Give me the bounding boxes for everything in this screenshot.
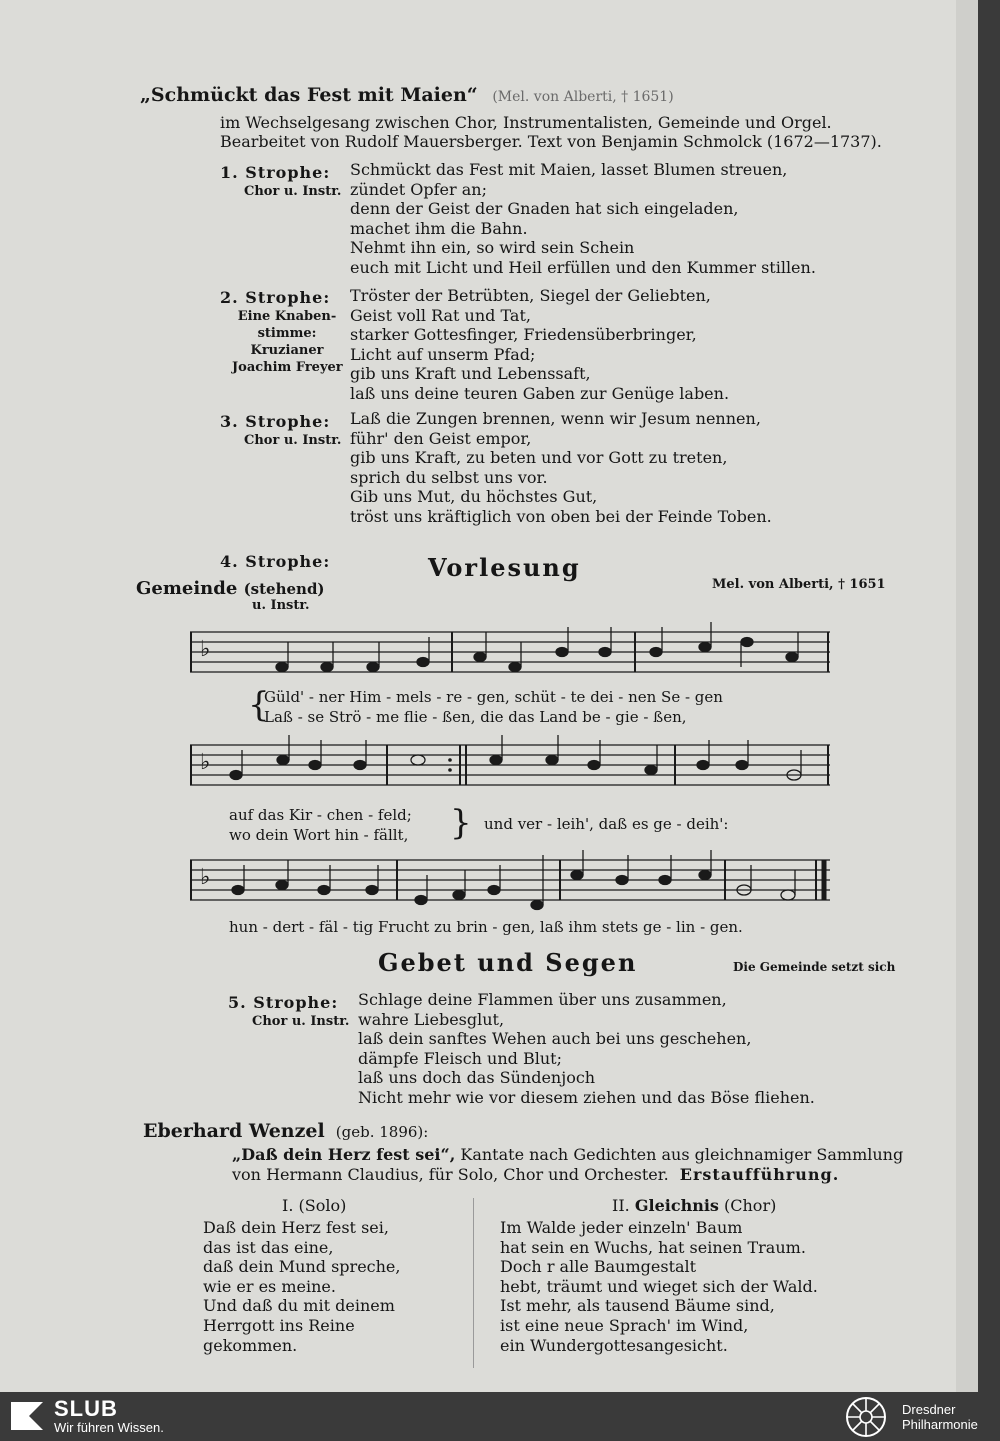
composer-born: (geb. 1896): xyxy=(335,1123,429,1141)
strophe-4-label: 4. Strophe: xyxy=(220,552,331,571)
music-staff-2 xyxy=(190,735,830,795)
strophe-5-text xyxy=(358,990,815,1108)
strophe-2-performer xyxy=(232,308,342,376)
verse-line: hebt, träumt und wieget sich der Wald. xyxy=(500,1276,818,1296)
chor-title-number: II. xyxy=(612,1196,630,1215)
music-staff-3 xyxy=(190,850,830,916)
gemeinde-note: Die Gemeinde setzt sich xyxy=(733,960,896,974)
concert-piece-title xyxy=(140,84,674,106)
music-staff-1 xyxy=(190,622,830,682)
philharmonie-logo-icon xyxy=(842,1395,890,1439)
verse-line: Nehmt ihn ein, so wird sein Schein xyxy=(350,238,635,258)
philharmonie-brand[interactable] xyxy=(902,1402,978,1432)
header-line-2: Bearbeitet von Rudolf Mauersberger. Text von Benjamin Schmolck (1672—1737). xyxy=(220,132,882,151)
strophe-2-text xyxy=(350,286,729,404)
verse-line: Laß die Zungen brennen, wenn wir Jesum nennen, xyxy=(350,409,761,428)
slub-slogan: Wir führen Wissen. xyxy=(54,1420,164,1435)
slub-brand[interactable]: SLUB xyxy=(54,1396,118,1421)
stehend-text: (stehend) xyxy=(243,580,325,598)
lyrics-row-2a: auf das Kir - chen - feld; xyxy=(229,806,412,824)
vorlesung-heading: Vorlesung xyxy=(428,553,581,582)
svg-text:♭: ♭ xyxy=(200,865,211,890)
performer-line: Kruzianer xyxy=(250,343,324,358)
verse-line: Geist voll Rat und Tat, xyxy=(350,305,531,325)
brace-icon: } xyxy=(450,803,472,843)
instr-label: u. Instr. xyxy=(252,598,310,613)
cantata-line-1 xyxy=(232,1145,903,1165)
verse-line: Im Walde jeder einzeln' Baum xyxy=(500,1218,743,1237)
lyrics-row-3: hun - dert - fäl - tig Frucht zu brin - gen, laß ihm stets ge - lin - gen. xyxy=(229,918,743,936)
verse-line: Ist mehr, als tausend Bäume sind, xyxy=(500,1296,775,1316)
composer-heading xyxy=(143,1120,428,1142)
lyrics-row-2b: wo dein Wort hin - fällt, xyxy=(229,826,409,844)
gemeinde-text: Gemeinde xyxy=(136,578,238,599)
strophe-1-performer: Chor u. Instr. xyxy=(244,184,342,199)
verse-line: gekommen. xyxy=(203,1335,298,1355)
lyrics-row-1a: Güld' - ner Him - mels - re - gen, schüt - te dei - nen Se - gen xyxy=(264,688,723,706)
verse-line: gib uns Kraft und Lebenssaft, xyxy=(350,364,591,384)
verse-line: Gib uns Mut, du höchstes Gut, xyxy=(350,487,598,507)
partner-line-2: Philharmonie xyxy=(902,1417,978,1432)
header-line-1: im Wechselgesang zwischen Chor, Instrumentalisten, Gemeinde und Orgel. xyxy=(220,113,832,132)
cantata-desc-2: von Hermann Claudius, für Solo, Chor und Orchester. xyxy=(232,1165,669,1184)
composer-name: Eberhard Wenzel xyxy=(143,1120,325,1142)
strophe-3-label: 3. Strophe: xyxy=(220,412,331,431)
cantata-title: „Daß dein Herz fest sei“, xyxy=(232,1145,456,1164)
footer-bar xyxy=(0,1392,1000,1441)
solo-title: I. (Solo) xyxy=(282,1196,347,1215)
performer-line: Eine Knaben- xyxy=(237,309,337,324)
verse-line: tröst uns kräftiglich von oben bei der Feinde Toben. xyxy=(350,506,772,526)
lyrics-row-2c: und ver - leih', daß es ge - deih': xyxy=(484,815,729,833)
cantata-line-2 xyxy=(232,1165,839,1185)
cantata-desc-1: Kantate nach Gedichten aus gleichnamiger Sammlung xyxy=(460,1145,904,1164)
verse-line: daß dein Mund spreche, xyxy=(203,1257,401,1277)
premiere-label: Erstaufführung. xyxy=(679,1165,840,1184)
strophe-5-label: 5. Strophe: xyxy=(228,993,339,1012)
verse-line: ist eine neue Sprach' im Wind, xyxy=(500,1315,749,1335)
verse-line: laß dein sanftes Wehen auch bei uns geschehen, xyxy=(358,1029,752,1049)
partner-line-1: Dresdner xyxy=(902,1402,956,1417)
verse-line: Doch r alle Baumgestalt xyxy=(500,1257,697,1277)
strophe-5-performer: Chor u. Instr. xyxy=(252,1014,350,1029)
verse-line: wie er es meine. xyxy=(203,1276,336,1296)
verse-line: laß uns deine teuren Gaben zur Genüge laben. xyxy=(350,383,730,403)
verse-line: Schlage deine Flammen über uns zusammen, xyxy=(358,990,727,1009)
verse-line: sprich du selbst uns vor. xyxy=(350,467,548,487)
verse-line: dämpfe Fleisch und Blut; xyxy=(358,1048,562,1068)
slub-logo-icon xyxy=(9,1398,47,1434)
chor-title-voice: (Chor) xyxy=(724,1196,777,1215)
lyrics-row-1b: Laß - se Strö - me flie - ßen, die das Land be - gie - ßen, xyxy=(264,708,687,726)
verse-line: Schmückt das Fest mit Maien, lasset Blumen streuen, xyxy=(350,160,788,179)
verse-line: gib uns Kraft, zu beten und vor Gott zu treten, xyxy=(350,448,728,468)
verse-line: Herrgott ins Reine xyxy=(203,1315,355,1335)
verse-line: Tröster der Betrübten, Siegel der Geliebten, xyxy=(350,286,711,305)
gemeinde-label xyxy=(136,578,325,599)
verse-line: Licht auf unserm Pfad; xyxy=(350,344,536,364)
strophe-1-label: 1. Strophe: xyxy=(220,163,331,182)
brace-icon: { xyxy=(248,685,270,725)
chor-title-name: Gleichnis xyxy=(634,1196,719,1215)
strophe-2-label: 2. Strophe: xyxy=(220,288,331,307)
strophe-1-text xyxy=(350,160,816,278)
verse-line: machet ihm die Bahn. xyxy=(350,218,528,238)
verse-line: euch mit Licht und Heil erfüllen und den Kummer stillen. xyxy=(350,257,816,277)
title-note: (Mel. von Alberti, † 1651) xyxy=(492,89,674,105)
verse-line: ein Wundergottesangesicht. xyxy=(500,1335,728,1355)
verse-line: zündet Opfer an; xyxy=(350,179,487,199)
title-text: „Schmückt das Fest mit Maien“ xyxy=(140,84,478,106)
chor-poem xyxy=(500,1218,818,1355)
column-divider xyxy=(473,1198,474,1368)
strophe-3-performer: Chor u. Instr. xyxy=(244,433,342,448)
verse-line: Daß dein Herz fest sei, xyxy=(203,1218,389,1237)
chor-title xyxy=(612,1196,776,1216)
verse-line: wahre Liebesglut, xyxy=(358,1009,505,1029)
svg-text:♭: ♭ xyxy=(200,637,211,662)
verse-line: hat sein en Wuchs, hat seinen Traum. xyxy=(500,1237,806,1257)
strophe-3-text xyxy=(350,409,772,527)
svg-text:♭: ♭ xyxy=(200,750,211,775)
verse-line: Und daß du mit deinem xyxy=(203,1296,395,1316)
verse-line: führ' den Geist empor, xyxy=(350,428,532,448)
verse-line: starker Gottesfinger, Friedensüberbringer, xyxy=(350,325,697,345)
verse-line: denn der Geist der Gnaden hat sich eingeladen, xyxy=(350,199,739,219)
verse-line: Nicht mehr wie vor diesem ziehen und das Böse fliehen. xyxy=(358,1087,815,1107)
verse-line: das ist das eine, xyxy=(203,1237,334,1257)
gebet-heading: Gebet und Segen xyxy=(378,948,638,977)
performer-line: Joachim Freyer xyxy=(232,360,343,375)
melody-credit: Mel. von Alberti, † 1651 xyxy=(712,577,886,592)
verse-line: laß uns doch das Sündenjoch xyxy=(358,1068,596,1088)
performer-line: stimme: xyxy=(257,326,317,341)
solo-poem xyxy=(203,1218,400,1355)
